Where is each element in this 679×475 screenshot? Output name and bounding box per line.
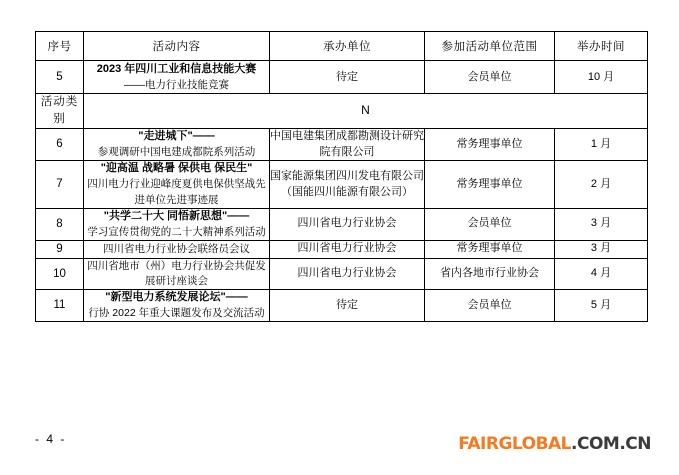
table-row	[36, 161, 648, 208]
row-time: 5 月	[555, 290, 648, 322]
row-content-title: "共学二十大 同悟新思想"——	[103, 209, 250, 222]
category-label: 活动类别	[36, 94, 84, 128]
row-time: 1 月	[555, 128, 648, 161]
table-row	[36, 241, 648, 259]
row-number: 8	[36, 208, 84, 240]
row-time: 3 月	[555, 241, 648, 259]
activity-schedule-table	[35, 31, 648, 322]
row-scope: 常务理事单位	[425, 161, 555, 208]
row-content	[84, 161, 270, 208]
category-value: N	[84, 94, 648, 128]
row-org: 四川省电力行业协会	[270, 241, 425, 259]
row-time: 3 月	[555, 208, 648, 240]
table-row	[36, 290, 648, 322]
row-number: 7	[36, 161, 84, 208]
row-time: 2 月	[555, 161, 648, 208]
row-content	[84, 61, 270, 94]
row-org: 国家能源集团四川发电有限公司（国能四川能源有限公司）	[270, 161, 425, 208]
row-content-sub: 行协 2022 年重大课题发布及交流活动	[88, 307, 265, 320]
row-scope: 常务理事单位	[425, 128, 555, 161]
row-content-sub: ——电力行业技能竞赛	[124, 78, 229, 91]
table-body	[36, 61, 648, 322]
watermark-domain: .COM.CN	[571, 434, 651, 454]
row-content-sub: 学习宣传贯彻党的二十大精神系列活动	[87, 225, 266, 238]
row-content	[84, 290, 270, 322]
row-content-title: 四川省电力行业协会联络员会议	[103, 242, 250, 255]
row-content-title: "迎高温 战略暑 保供电 保民生"	[100, 162, 253, 175]
row-scope: 常务理事单位	[425, 241, 555, 259]
row-org: 待定	[270, 290, 425, 322]
header-cell-no: 序号	[36, 32, 84, 61]
table-row	[36, 61, 648, 94]
table-row	[36, 208, 648, 240]
row-content-sub: 四川电力行业迎峰度夏供电保供坚战先进单位先进事迹展	[87, 178, 266, 206]
row-org: 四川省电力行业协会	[270, 258, 425, 289]
row-content	[84, 258, 270, 289]
row-org: 四川省电力行业协会	[270, 208, 425, 240]
row-time: 10 月	[555, 61, 648, 94]
row-content-title: "走进城下"——	[138, 129, 215, 142]
page-number: - 4 -	[35, 432, 67, 446]
row-content	[84, 241, 270, 259]
row-number: 11	[36, 290, 84, 322]
table-row	[36, 128, 648, 161]
header-cell-content: 活动内容	[84, 32, 270, 61]
header-cell-scope: 参加活动单位范围	[425, 32, 555, 61]
row-scope: 会员单位	[425, 208, 555, 240]
row-content-title: "新型电力系统发展论坛"——	[105, 291, 248, 304]
header-cell-time: 举办时间	[555, 32, 648, 61]
row-time: 4 月	[555, 258, 648, 289]
watermark-brand: FAIRGLOBAL	[458, 434, 572, 454]
watermark	[458, 434, 651, 454]
row-number: 6	[36, 128, 84, 161]
row-content	[84, 128, 270, 161]
header-cell-org: 承办单位	[270, 32, 425, 61]
row-org: 待定	[270, 61, 425, 94]
row-scope: 会员单位	[425, 61, 555, 94]
table-header	[36, 32, 648, 61]
row-number: 5	[36, 61, 84, 94]
row-number: 10	[36, 258, 84, 289]
row-scope: 省内各地市行业协会	[425, 258, 555, 289]
table-header-row	[36, 32, 648, 61]
row-content-title: 四川省地市（州）电力行业协会共促发展研讨座谈会	[87, 259, 266, 287]
row-content-title: 2023 年四川工业和信息技能大赛	[96, 63, 257, 75]
category-row	[36, 94, 648, 128]
table-row	[36, 258, 648, 289]
row-org: 中国电建集团成都勘测设计研究院有限公司	[270, 128, 425, 161]
row-number: 9	[36, 241, 84, 259]
row-content	[84, 208, 270, 240]
row-content-sub: 参观调研中国电建成都院系列活动	[97, 145, 256, 158]
row-scope: 会员单位	[425, 290, 555, 322]
